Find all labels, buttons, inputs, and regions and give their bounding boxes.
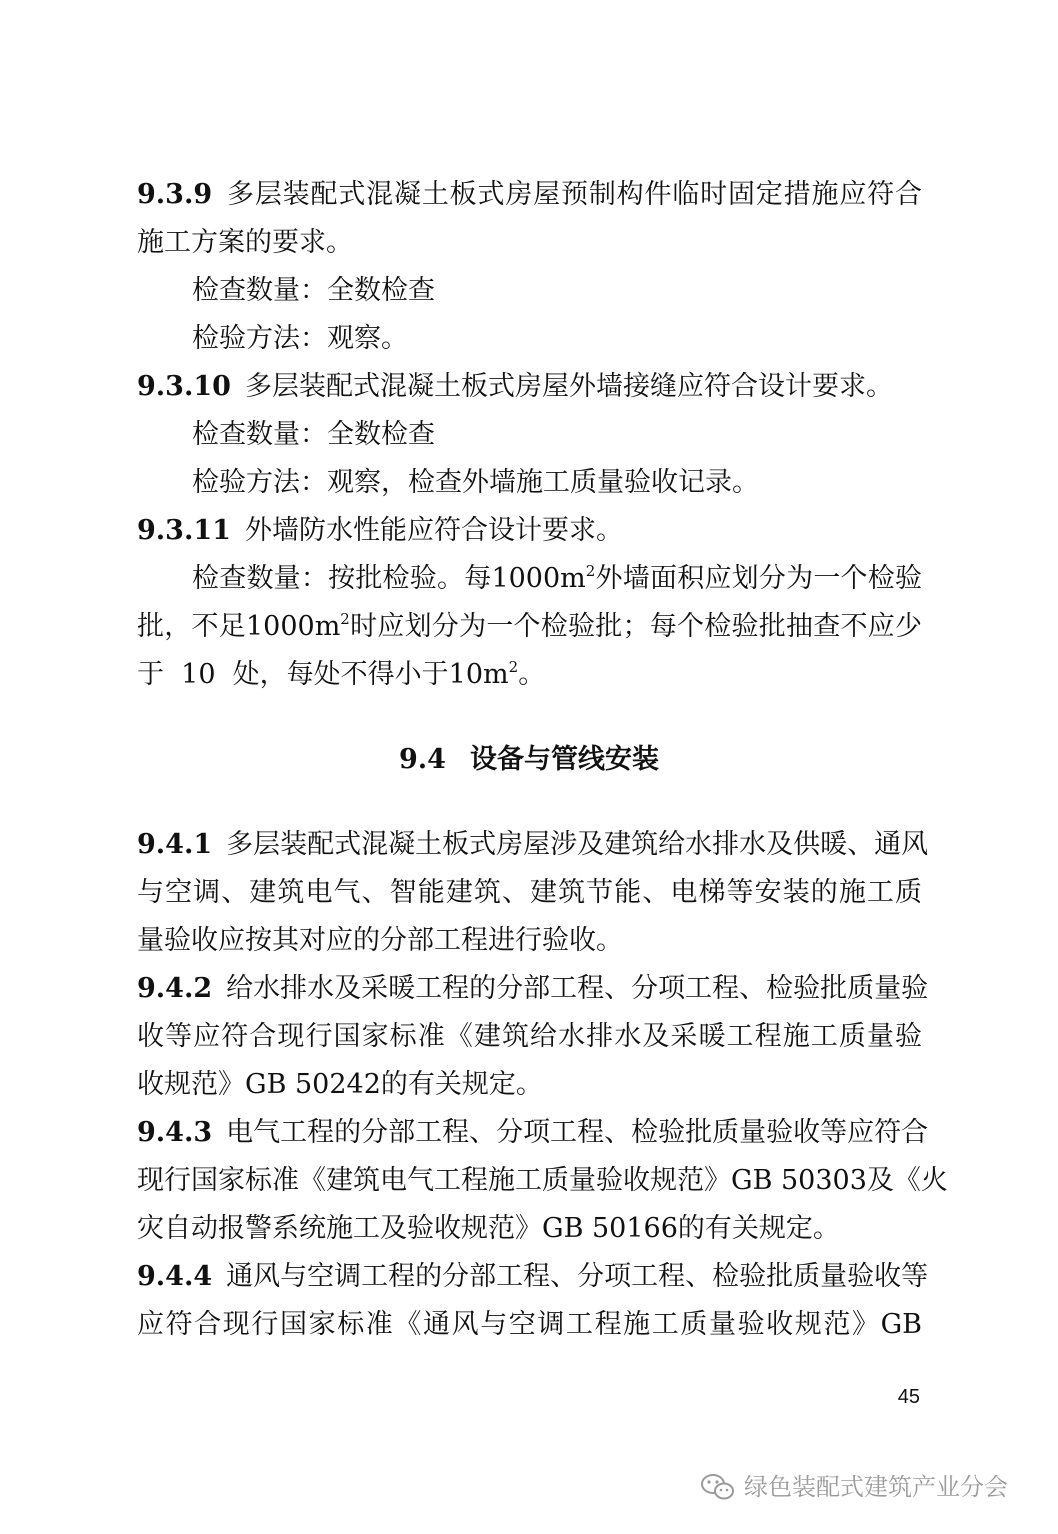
- clause-9-3-10-check-count: 检查数量：全数检查: [192, 419, 435, 450]
- clause-number: 9.3.10: [137, 371, 231, 402]
- clause-number: 9.3.11: [137, 515, 231, 546]
- clause-number: 9.3.9: [137, 179, 213, 210]
- clause-9-3-11-line-1: 9.3.11 外墙防水性能应符合设计要求。: [137, 515, 623, 546]
- section-title: 设备与管线安装: [469, 744, 659, 775]
- clause-9-4-4-line-1: 9.4.4 通风与空调工程的分部工程、分项工程、检验批质量验收等: [137, 1261, 929, 1292]
- section-heading: [0, 743, 1058, 777]
- clause-number: 9.4.3: [137, 1117, 213, 1148]
- clause-9-3-9-line-1: 9.3.9 多层装配式混凝土板式房屋预制构件临时固定措施应符合: [137, 179, 922, 210]
- watermark: [700, 1470, 1030, 1504]
- clause-9-4-3-line-2: 现行国家标准《建筑电气工程施工质量验收规范》GB 50303及《火: [137, 1165, 948, 1196]
- clause-9-3-9-check-count: 检查数量：全数检查: [192, 275, 435, 306]
- superscript: 2: [508, 658, 519, 676]
- clause-9-3-11-quantity-line-2: 批，不足$1000m^2$时应划分为一个检验批；每个检验批抽查不应少: [137, 610, 922, 642]
- clause-9-4-2-line-3: 收规范》GB 50242的有关规定。: [137, 1069, 543, 1100]
- clause-9-4-1-line-3: 量验收应按其对应的分部工程进行验收。: [137, 925, 623, 956]
- clause-9-3-11-quantity-line-3: 于 10 处，每处不得小于$10m^2$。: [137, 658, 546, 690]
- superscript: 2: [340, 610, 350, 628]
- clause-9-4-2-line-2: 收等应符合现行国家标准《建筑给水排水及采暖工程施工质量验: [137, 1021, 922, 1052]
- clause-9-3-9-check-method: 检验方法：观察。: [192, 323, 408, 354]
- clause-number: 9.4.4: [137, 1261, 213, 1292]
- clause-number: 9.4.2: [137, 973, 213, 1004]
- clause-9-4-3-line-3: 灾自动报警系统施工及验收规范》GB 50166的有关规定。: [137, 1213, 840, 1244]
- wechat-icon: [700, 1472, 736, 1502]
- clause-9-4-1-line-2: 与空调、建筑电气、智能建筑、建筑节能、电梯等安装的施工质: [137, 877, 922, 908]
- watermark-text: 绿色装配式建筑产业分会: [744, 1473, 1008, 1501]
- clause-9-3-10-line-1: 9.3.10 多层装配式混凝土板式房屋外墙接缝应符合设计要求。: [137, 371, 893, 402]
- clause-9-4-2-line-1: 9.4.2 给水排水及采暖工程的分部工程、分项工程、检验批质量验: [137, 973, 929, 1004]
- superscript: 2: [585, 562, 596, 580]
- clause-9-4-3-line-1: 9.4.3 电气工程的分部工程、分项工程、检验批质量验收等应符合: [137, 1117, 929, 1148]
- clause-9-3-9-line-2: 施工方案的要求。: [137, 227, 353, 258]
- clause-9-4-1-line-1: 9.4.1 多层装配式混凝土板式房屋涉及建筑给水排水及供暖、通风: [137, 829, 929, 860]
- clause-9-3-10-check-method: 检验方法：观察，检查外墙施工质量验收记录。: [192, 467, 759, 498]
- clause-9-3-11-quantity-line-1: 检查数量：按批检验。每$1000m^2$外墙面积应划分为一个检验: [192, 562, 923, 594]
- page-number: 45: [897, 1386, 920, 1408]
- clause-number: 9.4.1: [137, 829, 213, 860]
- section-number: 9.4: [399, 744, 446, 775]
- clause-9-4-4-line-2: 应符合现行国家标准《通风与空调工程施工质量验收规范》GB: [137, 1309, 922, 1340]
